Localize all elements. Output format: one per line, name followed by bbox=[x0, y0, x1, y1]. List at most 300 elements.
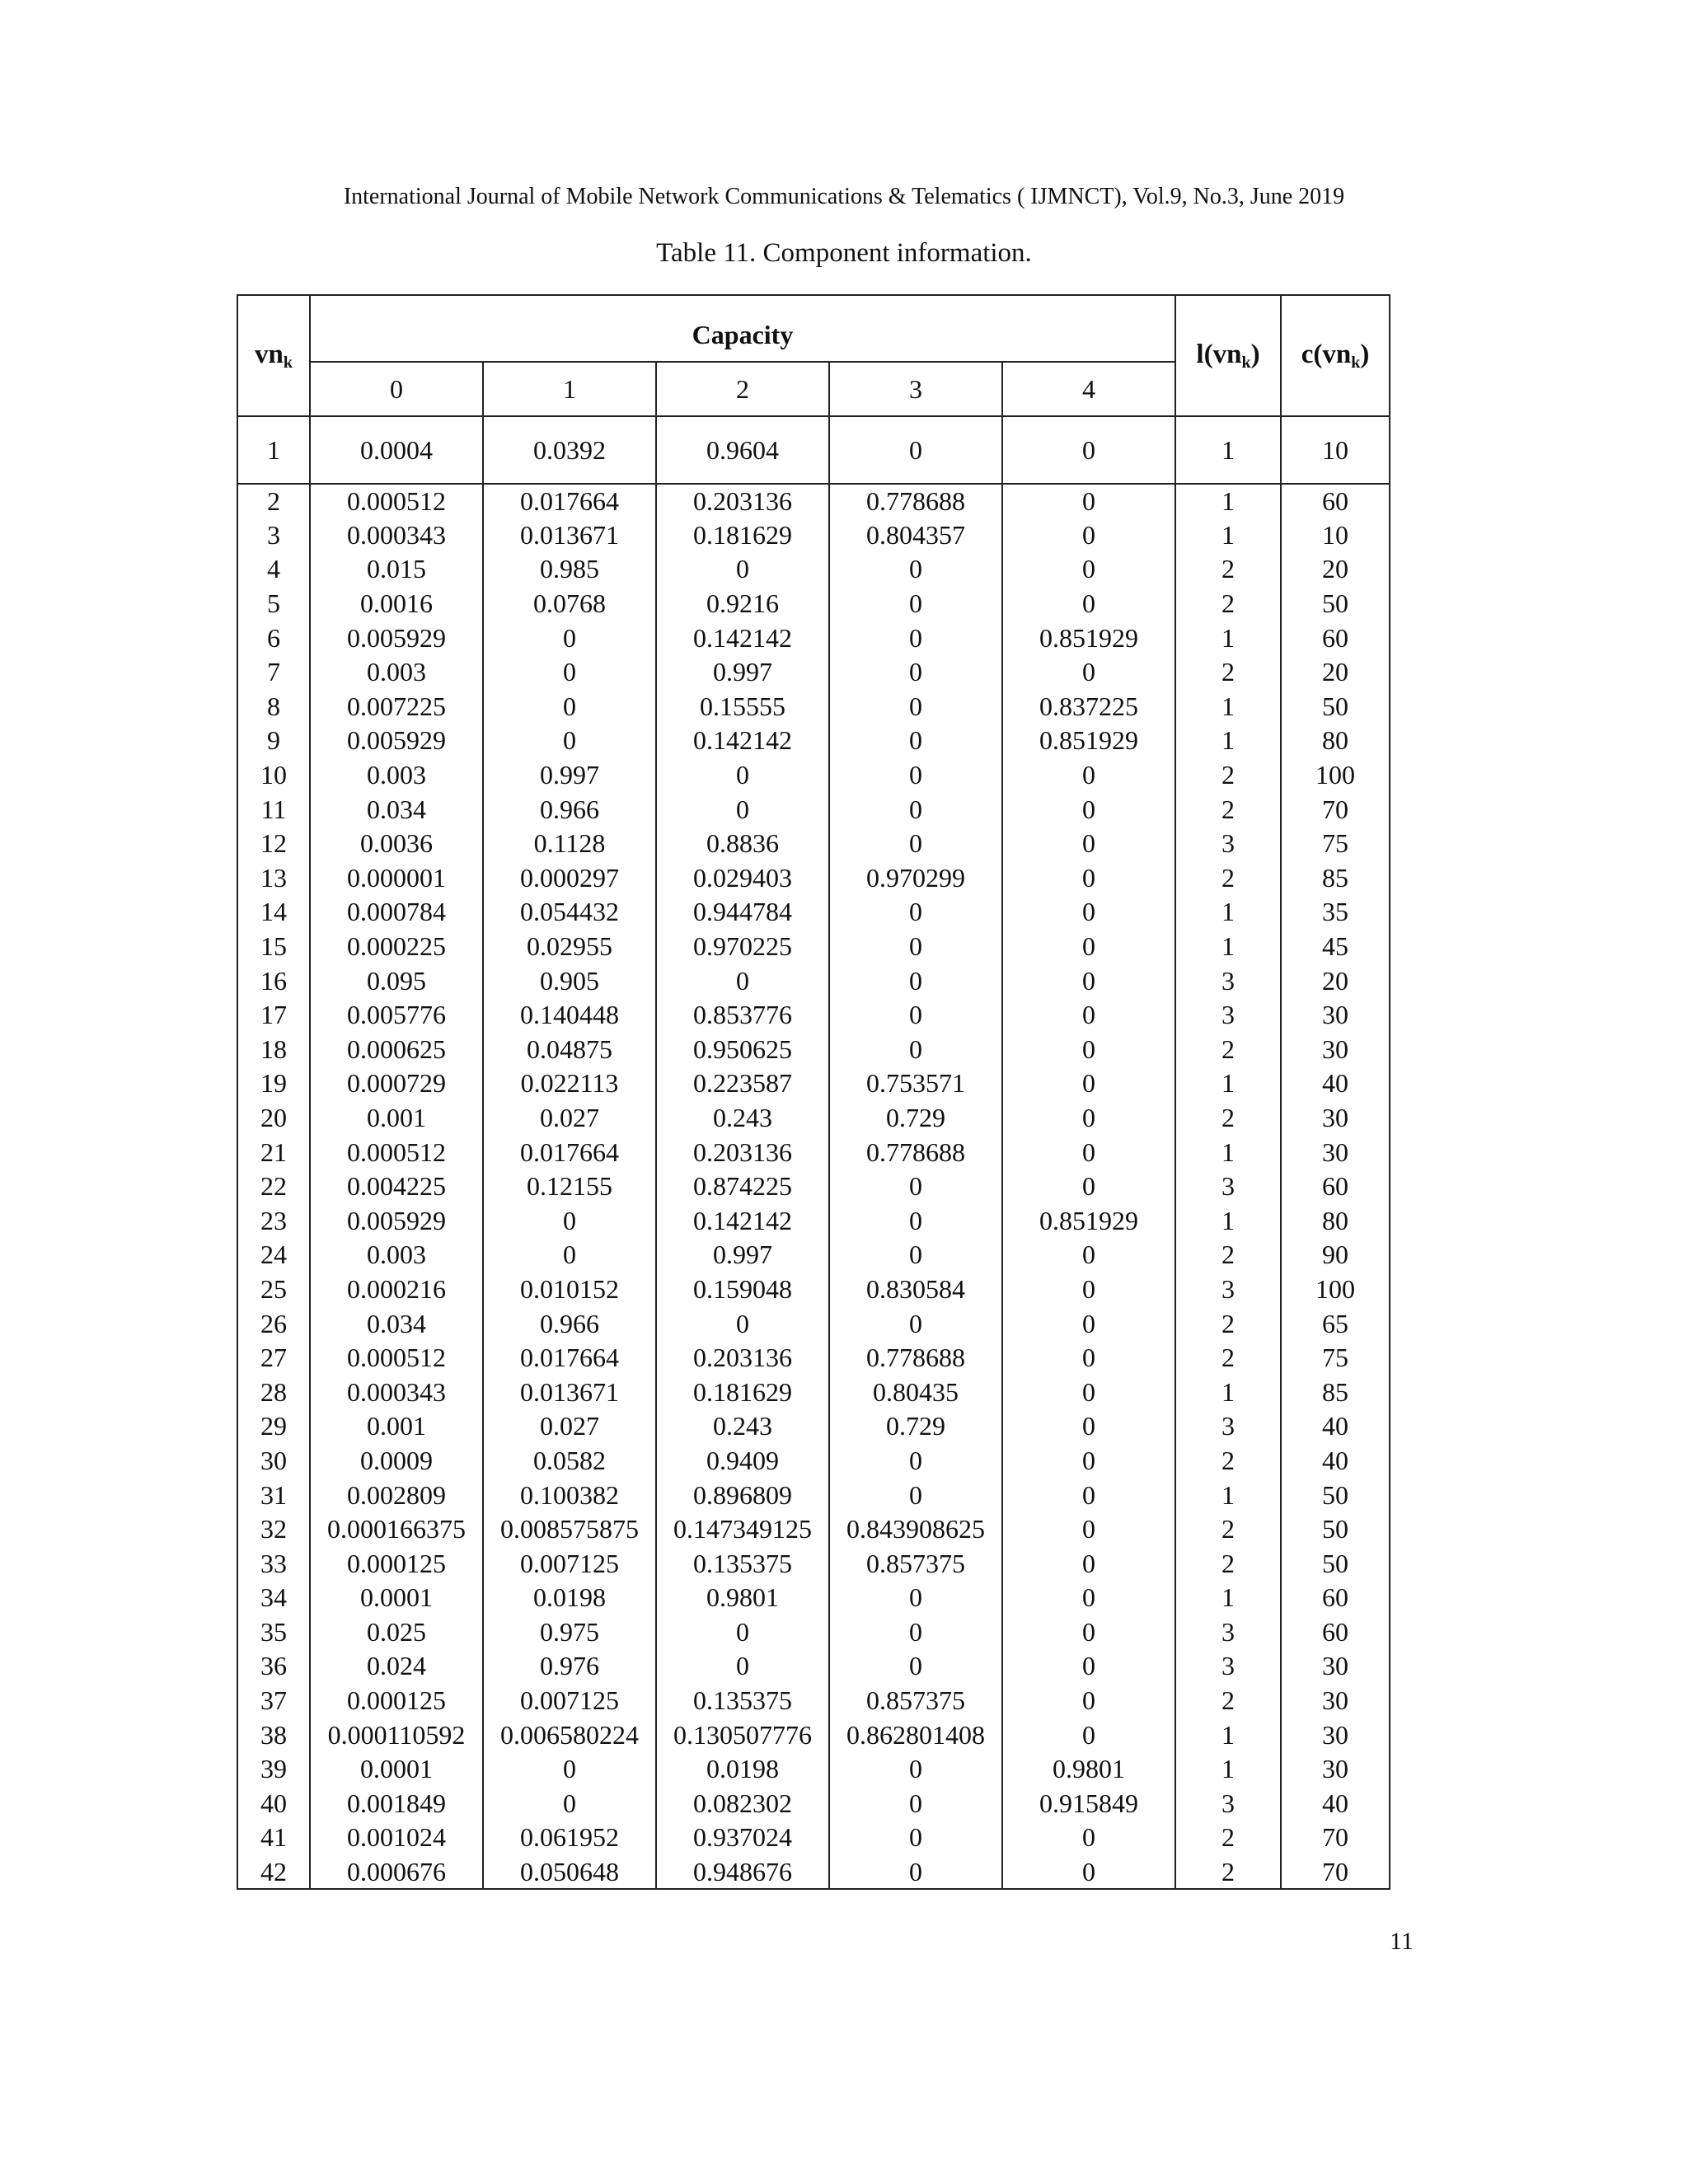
table-cell: 11 bbox=[237, 792, 310, 827]
table-cell: 0 bbox=[829, 930, 1002, 964]
table-cell: 0 bbox=[1002, 998, 1175, 1033]
table-cell: 0.937024 bbox=[656, 1821, 829, 1855]
page-number: 11 bbox=[1390, 1928, 1414, 1955]
table-cell: 0.181629 bbox=[656, 518, 829, 553]
table-cell: 2 bbox=[1175, 1546, 1281, 1581]
table-cell: 0.135375 bbox=[656, 1546, 829, 1581]
table-cell: 0 bbox=[1002, 1821, 1175, 1855]
table-row bbox=[237, 998, 1390, 1033]
table-cell: 0.082302 bbox=[656, 1787, 829, 1821]
table-cell: 0 bbox=[1002, 1581, 1175, 1615]
table-cell: 0.006580224 bbox=[483, 1718, 656, 1752]
table-row bbox=[237, 792, 1390, 827]
table-cell: 0.223587 bbox=[656, 1066, 829, 1101]
table-row bbox=[237, 1718, 1390, 1752]
table-cell: 0.003 bbox=[310, 655, 483, 690]
header-vnk: $vn_k$ bbox=[237, 295, 310, 416]
table-cell: 0.9604 bbox=[656, 416, 829, 484]
table-cell: 12 bbox=[237, 827, 310, 861]
table-cell: 40 bbox=[237, 1787, 310, 1821]
table-cell: 0.000225 bbox=[310, 930, 483, 964]
table-cell: 0.997 bbox=[656, 1238, 829, 1272]
table-cell: 0.950625 bbox=[656, 1033, 829, 1067]
table-cell: 0 bbox=[1002, 1478, 1175, 1512]
table-cell: 0 bbox=[1002, 1512, 1175, 1547]
table-cell: 40 bbox=[1281, 1787, 1390, 1821]
table-cell: 0.944784 bbox=[656, 895, 829, 930]
table-cell: 0.1128 bbox=[483, 827, 656, 861]
table-cell: 0.000676 bbox=[310, 1855, 483, 1890]
table-cell: 0 bbox=[1002, 1101, 1175, 1136]
table-cell: 0 bbox=[1002, 1409, 1175, 1444]
table-cell: 0.0004 bbox=[310, 416, 483, 484]
table-cell: 0.851929 bbox=[1002, 1203, 1175, 1238]
table-cell: 0.007225 bbox=[310, 690, 483, 724]
table-cell: 18 bbox=[237, 1033, 310, 1067]
table-cell: 0.008575875 bbox=[483, 1512, 656, 1547]
table-cell: 30 bbox=[1281, 1752, 1390, 1787]
table-cell: 0 bbox=[829, 1752, 1002, 1787]
table-cell: 30 bbox=[1281, 1135, 1390, 1169]
table-caption: Table 11. Component information. bbox=[656, 238, 1032, 268]
table-cell: 1 bbox=[1175, 1066, 1281, 1101]
table-cell: 0.862801408 bbox=[829, 1718, 1002, 1752]
table-cell: 0.095 bbox=[310, 963, 483, 998]
table-cell: 70 bbox=[1281, 792, 1390, 827]
table-cell: 0 bbox=[483, 1752, 656, 1787]
table-row bbox=[237, 1203, 1390, 1238]
table-cell: 0.9409 bbox=[656, 1444, 829, 1479]
table-cell: 60 bbox=[1281, 1581, 1390, 1615]
table-cell: 80 bbox=[1281, 724, 1390, 758]
table-cell: 0.243 bbox=[656, 1101, 829, 1136]
table-cell: 0 bbox=[829, 1855, 1002, 1890]
table-row bbox=[237, 1066, 1390, 1101]
table-row bbox=[237, 895, 1390, 930]
table-cell: 0 bbox=[1002, 895, 1175, 930]
table-cell: 0.013671 bbox=[483, 1375, 656, 1409]
table-row bbox=[237, 1581, 1390, 1615]
table-cell: 7 bbox=[237, 655, 310, 690]
table-cell: 0.997 bbox=[656, 655, 829, 690]
table-cell: 70 bbox=[1281, 1821, 1390, 1855]
table-cell: 0.0392 bbox=[483, 416, 656, 484]
table-cell: 0.729 bbox=[829, 1101, 1002, 1136]
table-cell: 26 bbox=[237, 1306, 310, 1341]
table-cell: 0 bbox=[829, 1478, 1002, 1512]
table-cell: 0 bbox=[1002, 1718, 1175, 1752]
table-cell: 0.8836 bbox=[656, 827, 829, 861]
table-cell: 0 bbox=[1002, 827, 1175, 861]
table-cell: 34 bbox=[237, 1581, 310, 1615]
table-cell: 0.000729 bbox=[310, 1066, 483, 1101]
table-cell: 0.874225 bbox=[656, 1169, 829, 1204]
table-cell: 0.0036 bbox=[310, 827, 483, 861]
table-cell: 1 bbox=[1175, 895, 1281, 930]
table-cell: 0.000512 bbox=[310, 484, 483, 518]
table-cell: 0 bbox=[483, 1238, 656, 1272]
table-cell: 0 bbox=[483, 724, 656, 758]
table-cell: 0 bbox=[829, 1581, 1002, 1615]
table-cell: 20 bbox=[237, 1101, 310, 1136]
table-cell: 0.022113 bbox=[483, 1066, 656, 1101]
table-cell: 0 bbox=[829, 1444, 1002, 1479]
table-cell: 60 bbox=[1281, 1615, 1390, 1650]
table-cell: 45 bbox=[1281, 930, 1390, 964]
table-cell: 0.905 bbox=[483, 963, 656, 998]
table-row bbox=[237, 1272, 1390, 1307]
table-cell: 27 bbox=[237, 1341, 310, 1376]
table-cell: 36 bbox=[237, 1649, 310, 1684]
table-cell: 0.005929 bbox=[310, 724, 483, 758]
table-cell: 31 bbox=[237, 1478, 310, 1512]
table-cell: 0.010152 bbox=[483, 1272, 656, 1307]
table-cell: 0.000784 bbox=[310, 895, 483, 930]
table-cell: 0.851929 bbox=[1002, 621, 1175, 655]
table-cell: 32 bbox=[237, 1512, 310, 1547]
table-cell: 21 bbox=[237, 1135, 310, 1169]
table-cell: 2 bbox=[1175, 1512, 1281, 1547]
table-cell: 24 bbox=[237, 1238, 310, 1272]
table-cell: 50 bbox=[1281, 1512, 1390, 1547]
table-cell: 14 bbox=[237, 895, 310, 930]
table-row bbox=[237, 1101, 1390, 1136]
table-cell: 8 bbox=[237, 690, 310, 724]
table-cell: 0 bbox=[1002, 416, 1175, 484]
table-cell: 80 bbox=[1281, 1203, 1390, 1238]
table-cell: 37 bbox=[237, 1684, 310, 1718]
table-row bbox=[237, 930, 1390, 964]
table-cell: 65 bbox=[1281, 1306, 1390, 1341]
table-row bbox=[237, 1169, 1390, 1204]
table-cell: 3 bbox=[1175, 998, 1281, 1033]
table-cell: 1 bbox=[1175, 621, 1281, 655]
table-cell: 0.000512 bbox=[310, 1341, 483, 1376]
table-cell: 50 bbox=[1281, 690, 1390, 724]
table-cell: 0 bbox=[1002, 1375, 1175, 1409]
table-cell: 0 bbox=[1002, 552, 1175, 587]
table-cell: 0.970299 bbox=[829, 861, 1002, 896]
table-cell: 25 bbox=[237, 1272, 310, 1307]
table-cell: 0.778688 bbox=[829, 1341, 1002, 1376]
table-cell: 0 bbox=[1002, 1033, 1175, 1067]
table-cell: 0.976 bbox=[483, 1649, 656, 1684]
table-cell: 0.15555 bbox=[656, 690, 829, 724]
table-cell: 0 bbox=[1002, 1615, 1175, 1650]
table-cell: 1 bbox=[1175, 1581, 1281, 1615]
table-cell: 0.203136 bbox=[656, 1341, 829, 1376]
table-cell: 1 bbox=[1175, 518, 1281, 553]
table-cell: 0.135375 bbox=[656, 1684, 829, 1718]
table-cell: 50 bbox=[1281, 1546, 1390, 1581]
table-cell: 0.02955 bbox=[483, 930, 656, 964]
table-cell: 3 bbox=[1175, 1272, 1281, 1307]
table-cell: 0 bbox=[1002, 792, 1175, 827]
table-cell: 1 bbox=[1175, 1718, 1281, 1752]
table-cell: 30 bbox=[1281, 1684, 1390, 1718]
table-cell: 0.003 bbox=[310, 1238, 483, 1272]
table-cell: 0.034 bbox=[310, 1306, 483, 1341]
table-cell: 2 bbox=[1175, 792, 1281, 827]
table-cell: 0 bbox=[829, 963, 1002, 998]
table-cell: 0.007125 bbox=[483, 1546, 656, 1581]
table-cell: 0.12155 bbox=[483, 1169, 656, 1204]
table-cell: 20 bbox=[1281, 655, 1390, 690]
header-capacity-level: 0 bbox=[310, 362, 483, 416]
table-cell: 0 bbox=[829, 655, 1002, 690]
table-cell: 0.0198 bbox=[483, 1581, 656, 1615]
table-cell: 35 bbox=[1281, 895, 1390, 930]
table-cell: 3 bbox=[1175, 963, 1281, 998]
table-row bbox=[237, 1135, 1390, 1169]
table-cell: 50 bbox=[1281, 587, 1390, 621]
table-cell: 0 bbox=[829, 998, 1002, 1033]
table-cell: 1 bbox=[1175, 1478, 1281, 1512]
table-cell: 0.948676 bbox=[656, 1855, 829, 1890]
table-cell: 0.142142 bbox=[656, 724, 829, 758]
table-cell: 30 bbox=[1281, 1033, 1390, 1067]
table-cell: 2 bbox=[1175, 1306, 1281, 1341]
table-cell: 0.04875 bbox=[483, 1033, 656, 1067]
table-cell: 0 bbox=[829, 1306, 1002, 1341]
table-cell: 0 bbox=[1002, 1684, 1175, 1718]
table-cell: 0 bbox=[829, 1033, 1002, 1067]
table-row bbox=[237, 690, 1390, 724]
table-cell: 0.013671 bbox=[483, 518, 656, 553]
table-cell: 0.9801 bbox=[656, 1581, 829, 1615]
table-cell: 2 bbox=[1175, 758, 1281, 793]
table-cell: 0.017664 bbox=[483, 1341, 656, 1376]
table-row bbox=[237, 1512, 1390, 1547]
table-cell: 3 bbox=[237, 518, 310, 553]
table-row bbox=[237, 552, 1390, 587]
table-cell: 0.915849 bbox=[1002, 1787, 1175, 1821]
table-cell: 0 bbox=[656, 1306, 829, 1341]
component-information-table bbox=[237, 294, 1390, 1890]
table-cell: 0.0009 bbox=[310, 1444, 483, 1479]
header-capacity-level: 2 bbox=[656, 362, 829, 416]
table-cell: 0.001024 bbox=[310, 1821, 483, 1855]
table-cell: 0.181629 bbox=[656, 1375, 829, 1409]
table-cell: 1 bbox=[1175, 416, 1281, 484]
table-cell: 70 bbox=[1281, 1855, 1390, 1890]
table-cell: 0 bbox=[656, 552, 829, 587]
table-cell: 33 bbox=[237, 1546, 310, 1581]
table-cell: 0 bbox=[656, 963, 829, 998]
table-cell: 20 bbox=[1281, 963, 1390, 998]
table-cell: 90 bbox=[1281, 1238, 1390, 1272]
table-cell: 0.9216 bbox=[656, 587, 829, 621]
table-cell: 0 bbox=[829, 552, 1002, 587]
table-cell: 30 bbox=[1281, 1649, 1390, 1684]
table-cell: 2 bbox=[1175, 655, 1281, 690]
table-cell: 35 bbox=[237, 1615, 310, 1650]
table-cell: 0.004225 bbox=[310, 1169, 483, 1204]
table-cell: 0 bbox=[829, 1821, 1002, 1855]
table-row bbox=[237, 1684, 1390, 1718]
table-cell: 0.017664 bbox=[483, 484, 656, 518]
table-cell: 2 bbox=[1175, 1684, 1281, 1718]
table-cell: 0.000297 bbox=[483, 861, 656, 896]
table-cell: 40 bbox=[1281, 1066, 1390, 1101]
table-row bbox=[237, 1821, 1390, 1855]
table-cell: 0.061952 bbox=[483, 1821, 656, 1855]
table-cell: 0.000125 bbox=[310, 1546, 483, 1581]
table-cell: 28 bbox=[237, 1375, 310, 1409]
table-cell: 85 bbox=[1281, 1375, 1390, 1409]
table-cell: 5 bbox=[237, 587, 310, 621]
table-cell: 0.005929 bbox=[310, 621, 483, 655]
table-cell: 0.857375 bbox=[829, 1546, 1002, 1581]
table-cell: 0.000001 bbox=[310, 861, 483, 896]
table-row bbox=[237, 1478, 1390, 1512]
table-cell: 3 bbox=[1175, 1409, 1281, 1444]
table-row bbox=[237, 416, 1390, 484]
table-cell: 0.0768 bbox=[483, 587, 656, 621]
table-cell: 0.80435 bbox=[829, 1375, 1002, 1409]
table-cell: 0.778688 bbox=[829, 1135, 1002, 1169]
table-cell: 100 bbox=[1281, 758, 1390, 793]
header-capacity: Capacity bbox=[310, 295, 1175, 362]
table-cell: 0.0582 bbox=[483, 1444, 656, 1479]
table-cell: 0 bbox=[1002, 1169, 1175, 1204]
table-cell: 60 bbox=[1281, 621, 1390, 655]
table-cell: 6 bbox=[237, 621, 310, 655]
table-cell: 10 bbox=[1281, 518, 1390, 553]
table-cell: 0.027 bbox=[483, 1409, 656, 1444]
table-cell: 60 bbox=[1281, 1169, 1390, 1204]
table-cell: 0 bbox=[829, 1787, 1002, 1821]
table-cell: 0.851929 bbox=[1002, 724, 1175, 758]
table-cell: 0.001 bbox=[310, 1101, 483, 1136]
table-cell: 100 bbox=[1281, 1272, 1390, 1307]
table-cell: 0 bbox=[656, 1615, 829, 1650]
table-cell: 0.896809 bbox=[656, 1478, 829, 1512]
header-capacity-level: 1 bbox=[483, 362, 656, 416]
table-cell: 50 bbox=[1281, 1478, 1390, 1512]
table-cell: 0.843908625 bbox=[829, 1512, 1002, 1547]
table-cell: 0.147349125 bbox=[656, 1512, 829, 1547]
table-cell: 0.142142 bbox=[656, 1203, 829, 1238]
header-capacity-level: 4 bbox=[1002, 362, 1175, 416]
table-cell: 0 bbox=[1002, 1341, 1175, 1376]
table-cell: 0.000125 bbox=[310, 1684, 483, 1718]
table-cell: 0.050648 bbox=[483, 1855, 656, 1890]
table-cell: 0.005929 bbox=[310, 1203, 483, 1238]
table-cell: 0.853776 bbox=[656, 998, 829, 1033]
table-row bbox=[237, 621, 1390, 655]
table-cell: 0 bbox=[1002, 1306, 1175, 1341]
table-cell: 1 bbox=[1175, 690, 1281, 724]
table-cell: 0 bbox=[1002, 1135, 1175, 1169]
table-row bbox=[237, 758, 1390, 793]
table-cell: 0 bbox=[829, 1615, 1002, 1650]
table-cell: 0 bbox=[483, 655, 656, 690]
table-row bbox=[237, 1855, 1390, 1890]
table-cell: 0.159048 bbox=[656, 1272, 829, 1307]
table-cell: 0.966 bbox=[483, 792, 656, 827]
table-cell: 0.142142 bbox=[656, 621, 829, 655]
table-cell: 2 bbox=[1175, 552, 1281, 587]
table-row bbox=[237, 1238, 1390, 1272]
table-cell: 0 bbox=[829, 1169, 1002, 1204]
table-cell: 0.0016 bbox=[310, 587, 483, 621]
table-row bbox=[237, 1409, 1390, 1444]
table-cell: 0 bbox=[1002, 655, 1175, 690]
table-row bbox=[237, 518, 1390, 553]
table-cell: 0 bbox=[1002, 1444, 1175, 1479]
table-cell: 10 bbox=[237, 758, 310, 793]
table-row bbox=[237, 827, 1390, 861]
table-cell: 0.000625 bbox=[310, 1033, 483, 1067]
table-cell: 0.000343 bbox=[310, 1375, 483, 1409]
table-row bbox=[237, 963, 1390, 998]
table-cell: 0.970225 bbox=[656, 930, 829, 964]
table-cell: 10 bbox=[1281, 416, 1390, 484]
table-row bbox=[237, 724, 1390, 758]
table-cell: 0 bbox=[483, 1203, 656, 1238]
header-l-vnk: $l(vn_k)$ bbox=[1175, 295, 1281, 416]
table-cell: 0.0198 bbox=[656, 1752, 829, 1787]
table-cell: 30 bbox=[1281, 1101, 1390, 1136]
table-cell: 1 bbox=[1175, 484, 1281, 518]
table-cell: 0.203136 bbox=[656, 484, 829, 518]
table-cell: 0.203136 bbox=[656, 1135, 829, 1169]
table-row bbox=[237, 1375, 1390, 1409]
table-cell: 0.000216 bbox=[310, 1272, 483, 1307]
table-cell: 0 bbox=[1002, 518, 1175, 553]
table-row bbox=[237, 861, 1390, 896]
table-cell: 30 bbox=[1281, 998, 1390, 1033]
table-row bbox=[237, 1546, 1390, 1581]
table-cell: 0 bbox=[1002, 1546, 1175, 1581]
table-row bbox=[237, 484, 1390, 518]
table-cell: 0 bbox=[1002, 1649, 1175, 1684]
table-cell: 0 bbox=[829, 724, 1002, 758]
table-cell: 75 bbox=[1281, 1341, 1390, 1376]
table-cell: 3 bbox=[1175, 1169, 1281, 1204]
table-cell: 0.243 bbox=[656, 1409, 829, 1444]
table-cell: 0.015 bbox=[310, 552, 483, 587]
table-cell: 0.000343 bbox=[310, 518, 483, 553]
table-cell: 0.130507776 bbox=[656, 1718, 829, 1752]
table-cell: 0.027 bbox=[483, 1101, 656, 1136]
table-cell: 0.729 bbox=[829, 1409, 1002, 1444]
table-cell: 0.753571 bbox=[829, 1066, 1002, 1101]
table-row bbox=[237, 1341, 1390, 1376]
table-row bbox=[237, 655, 1390, 690]
table-cell: 85 bbox=[1281, 861, 1390, 896]
table-cell: 40 bbox=[1281, 1444, 1390, 1479]
table-cell: 0.966 bbox=[483, 1306, 656, 1341]
table-cell: 0 bbox=[829, 621, 1002, 655]
table-cell: 0 bbox=[1002, 484, 1175, 518]
table-row bbox=[237, 1444, 1390, 1479]
table-cell: 0.9801 bbox=[1002, 1752, 1175, 1787]
table-cell: 0.034 bbox=[310, 792, 483, 827]
table-cell: 0 bbox=[1002, 1855, 1175, 1890]
table-cell: 30 bbox=[1281, 1718, 1390, 1752]
table-cell: 20 bbox=[1281, 552, 1390, 587]
table-cell: 0.778688 bbox=[829, 484, 1002, 518]
table-cell: 0 bbox=[1002, 963, 1175, 998]
table-cell: 0 bbox=[483, 690, 656, 724]
table-cell: 0 bbox=[1002, 930, 1175, 964]
table-cell: 0 bbox=[829, 1203, 1002, 1238]
table-cell: 0 bbox=[829, 827, 1002, 861]
table-cell: 2 bbox=[1175, 587, 1281, 621]
table-cell: 0 bbox=[1002, 587, 1175, 621]
